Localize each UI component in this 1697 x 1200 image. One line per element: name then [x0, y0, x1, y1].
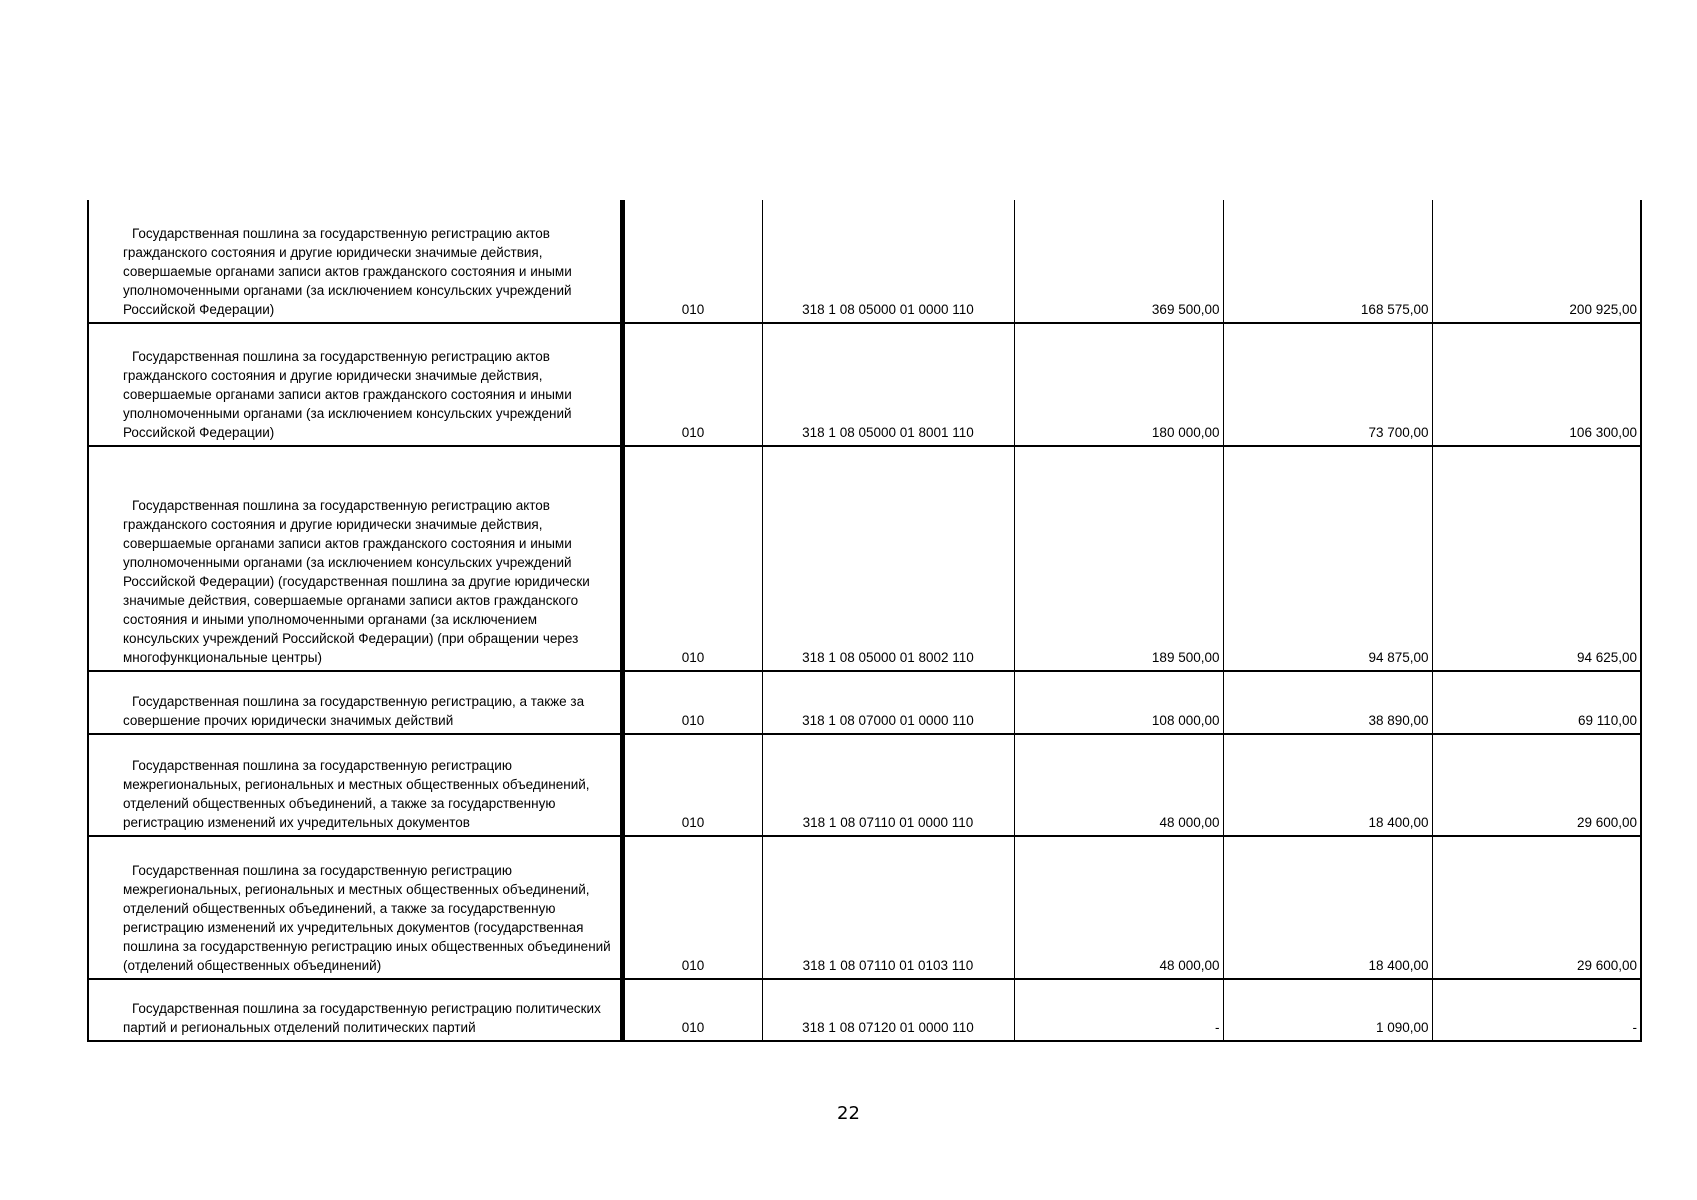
- row-budget-code: 318 1 08 07120 01 0000 110: [762, 979, 1014, 1041]
- row-line-code: 010: [622, 323, 762, 446]
- row-unexecuted: -: [1432, 979, 1641, 1041]
- row-budget-code: 318 1 08 05000 01 0000 110: [762, 200, 1014, 323]
- row-unexecuted: 69 110,00: [1432, 671, 1641, 734]
- table-row: [88, 446, 1641, 671]
- row-line-code: 010: [622, 836, 762, 979]
- row-unexecuted: 29 600,00: [1432, 836, 1641, 979]
- row-budget-code: 318 1 08 05000 01 8002 110: [762, 446, 1014, 671]
- table-row: [88, 734, 1641, 836]
- row-line-code: 010: [622, 979, 762, 1041]
- page-number: 22: [837, 1103, 860, 1124]
- row-executed: 73 700,00: [1223, 323, 1432, 446]
- row-approved: 48 000,00: [1014, 836, 1223, 979]
- row-name: Государственная пошлина за государственную регистрацию, а также за совершение прочих юридически значимых действий: [88, 671, 622, 734]
- row-executed: 18 400,00: [1223, 734, 1432, 836]
- row-line-code: 010: [622, 200, 762, 323]
- row-line-code: 010: [622, 734, 762, 836]
- row-name: Государственная пошлина за государственную регистрацию актов гражданского состояния и другие юридически значимые действия, совершаемые органами записи актов гражданского состояния и иными уполномоченными органами (за исключением консульских учреждений Российской Федерации) (государственная пошлина за другие юридически значимые действия, совершаемые органами записи актов гражданского состояния и иными уполномоченными органами (за исключением консульских учреждений Российской Федерации) (при обращении через многофункциональные центры): [88, 446, 622, 671]
- row-approved: 369 500,00: [1014, 200, 1223, 323]
- row-approved: 180 000,00: [1014, 323, 1223, 446]
- row-line-code: 010: [622, 671, 762, 734]
- row-name: Государственная пошлина за государственную регистрацию межрегиональных, региональных и местных общественных объединений, отделений общественных объединений, а также за государственную регистрацию изменений их учредительных документов: [88, 734, 622, 836]
- row-line-code: 010: [622, 446, 762, 671]
- table-row: [88, 836, 1641, 979]
- table-row: [88, 200, 1641, 323]
- row-executed: 1 090,00: [1223, 979, 1432, 1041]
- table-row: [88, 671, 1641, 734]
- row-executed: 38 890,00: [1223, 671, 1432, 734]
- row-approved: 108 000,00: [1014, 671, 1223, 734]
- revenue-table: [87, 200, 1642, 1042]
- row-name: Государственная пошлина за государственную регистрацию межрегиональных, региональных и местных общественных объединений, отделений общественных объединений, а также за государственную регистрацию изменений их учредительных документов (государственная пошлина за государственную регистрацию иных общественных объединений (отделений общественных объединений): [88, 836, 622, 979]
- table-row: [88, 323, 1641, 446]
- row-name: Государственная пошлина за государственную регистрацию актов гражданского состояния и другие юридически значимые действия, совершаемые органами записи актов гражданского состояния и иными уполномоченными органами (за исключением консульских учреждений Российской Федерации): [88, 200, 622, 323]
- row-approved: -: [1014, 979, 1223, 1041]
- row-executed: 94 875,00: [1223, 446, 1432, 671]
- row-unexecuted: 106 300,00: [1432, 323, 1641, 446]
- row-budget-code: 318 1 08 07110 01 0103 110: [762, 836, 1014, 979]
- row-approved: 189 500,00: [1014, 446, 1223, 671]
- table-row: [88, 979, 1641, 1041]
- row-name: Государственная пошлина за государственную регистрацию политических партий и региональных отделений политических партий: [88, 979, 622, 1041]
- row-executed: 18 400,00: [1223, 836, 1432, 979]
- row-unexecuted: 94 625,00: [1432, 446, 1641, 671]
- row-unexecuted: 200 925,00: [1432, 200, 1641, 323]
- row-budget-code: 318 1 08 07110 01 0000 110: [762, 734, 1014, 836]
- row-budget-code: 318 1 08 07000 01 0000 110: [762, 671, 1014, 734]
- row-approved: 48 000,00: [1014, 734, 1223, 836]
- row-name: Государственная пошлина за государственную регистрацию актов гражданского состояния и другие юридически значимые действия, совершаемые органами записи актов гражданского состояния и иными уполномоченными органами (за исключением консульских учреждений Российской Федерации): [88, 323, 622, 446]
- row-unexecuted: 29 600,00: [1432, 734, 1641, 836]
- row-budget-code: 318 1 08 05000 01 8001 110: [762, 323, 1014, 446]
- row-executed: 168 575,00: [1223, 200, 1432, 323]
